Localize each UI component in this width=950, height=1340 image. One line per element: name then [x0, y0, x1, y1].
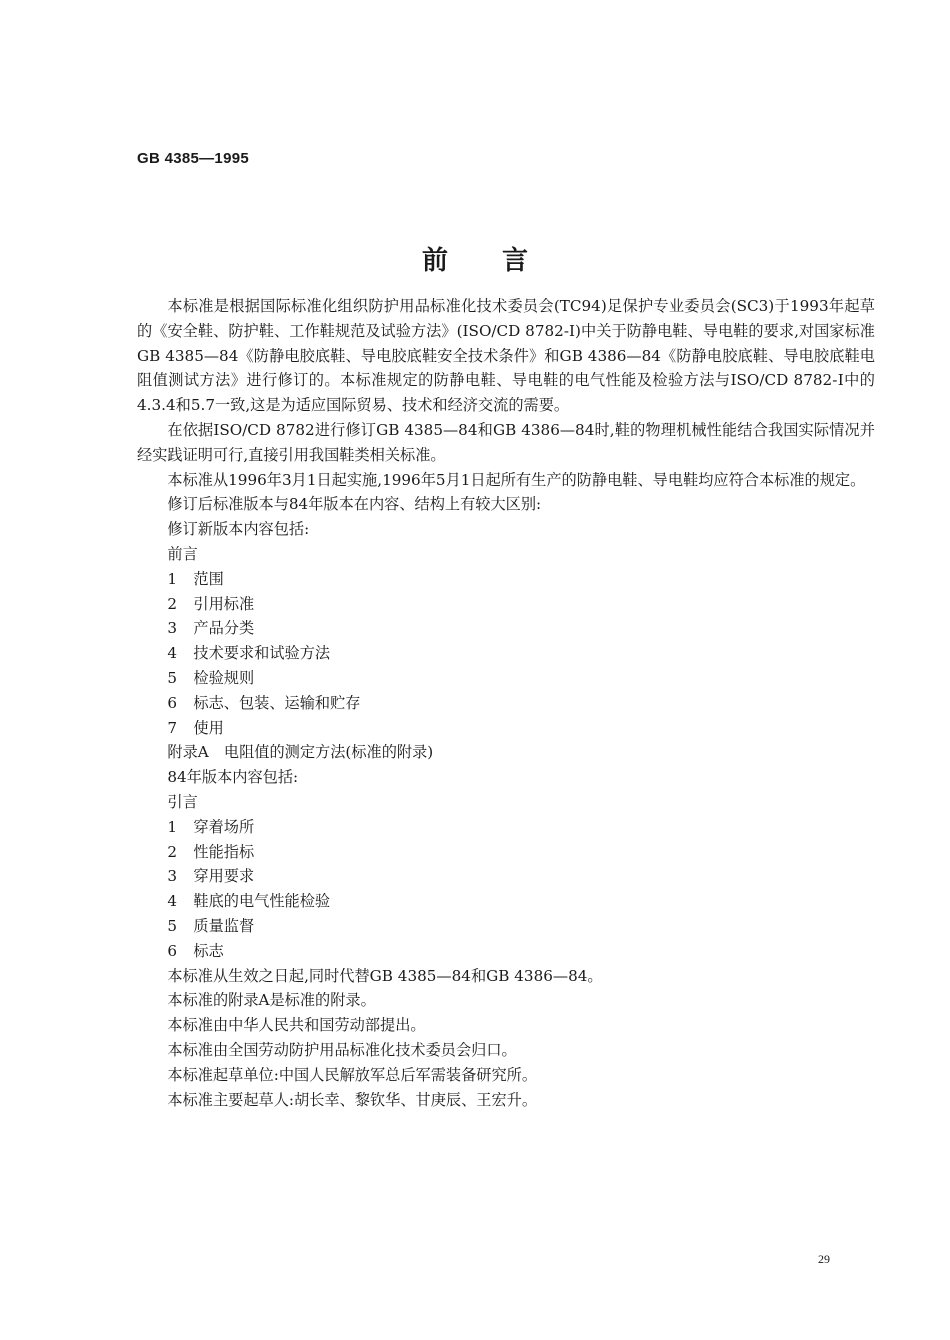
page-number: 29 — [818, 1252, 830, 1266]
list-item — [137, 666, 875, 691]
closing-drafters: 本标准主要起草人:胡长幸、黎钦华、甘庚辰、王宏升。 — [167, 1090, 538, 1109]
closing-replacement: 本标准从生效之日起,同时代替GB 4385—84和GB 4386—84。 — [167, 966, 603, 985]
new-version-foreword: 前言 — [167, 544, 198, 563]
item-number: 4 — [167, 892, 178, 911]
item-text: 标志、包装、运输和贮存 — [193, 693, 361, 712]
standard-code: GB 4385—1995 — [137, 150, 250, 167]
list-item — [137, 691, 875, 716]
item-number: 6 — [167, 941, 178, 960]
new-version-list — [137, 567, 875, 741]
item-number: 4 — [167, 644, 178, 663]
item-text: 范围 — [193, 569, 224, 588]
item-text: 使用 — [193, 718, 224, 737]
list-item — [137, 864, 875, 889]
item-text: 检验规则 — [193, 668, 255, 687]
item-text: 引用标准 — [193, 594, 255, 613]
list-item — [137, 567, 875, 592]
item-text: 标志 — [193, 941, 224, 960]
old-version-label: 84年版本内容包括: — [167, 768, 299, 787]
closing-appendix-note: 本标准的附录A是标准的附录。 — [167, 991, 376, 1010]
revision-intro: 修订后标准版本与84年版本在内容、结构上有较大区别: — [167, 495, 542, 514]
list-item — [137, 939, 875, 964]
new-version-label: 修订新版本内容包括: — [167, 520, 310, 539]
paragraph-revision-basis: 在依据ISO/CD 8782进行修订GB 4385—84和GB 4386—84时,鞋的物理机械性能结合我国实际情况并经实践证明可行,直接引用我国鞋类相关标准。 — [137, 420, 875, 464]
list-item — [137, 914, 875, 939]
item-number: 6 — [167, 693, 178, 712]
item-text: 质量监督 — [193, 916, 255, 935]
item-number: 1 — [167, 569, 178, 588]
paragraph-implementation: 本标准从1996年3月1日起实施,1996年5月1日起所有生产的防静电鞋、导电鞋均应符合本标准的规定。 — [167, 470, 866, 489]
closing-proposer: 本标准由中华人民共和国劳动部提出。 — [167, 1016, 426, 1035]
page-title: 前言 — [421, 246, 582, 276]
item-text: 穿着场所 — [193, 817, 255, 836]
item-number: 5 — [167, 916, 178, 935]
item-text: 产品分类 — [193, 619, 255, 638]
item-number: 3 — [167, 619, 178, 638]
item-text: 鞋底的电气性能检验 — [193, 892, 331, 911]
item-number: 2 — [167, 842, 178, 861]
list-item — [137, 616, 875, 641]
closing-committee: 本标准由全国劳动防护用品标准化技术委员会归口。 — [167, 1040, 517, 1059]
list-item — [137, 815, 875, 840]
item-number: 1 — [167, 817, 178, 836]
list-item — [137, 592, 875, 617]
item-number: 5 — [167, 668, 178, 687]
closing-drafting-unit: 本标准起草单位:中国人民解放军总后军需装备研究所。 — [167, 1065, 538, 1084]
list-item — [137, 716, 875, 741]
item-number: 7 — [167, 718, 178, 737]
item-text: 穿用要求 — [193, 867, 255, 886]
item-number: 2 — [167, 594, 178, 613]
old-version-intro: 引言 — [167, 792, 198, 811]
list-item — [137, 889, 875, 914]
item-text: 技术要求和试验方法 — [193, 644, 331, 663]
paragraph-basis: 本标准是根据国际标准化组织防护用品标准化技术委员会(TC94)足保护专业委员会(SC3)于1993年起草的《安全鞋、防护鞋、工作鞋规范及试验方法》(ISO/CD 8782-Ⅰ)中关于防静电鞋、导电鞋的要求,对国家标准GB 4385—84《防静电胶底鞋、导电胶底鞋安全技术条件》和GB 4386—84《防静电胶底鞋、导电胶底鞋电阻值测试方法》进行修订的。本标准规定的防静电鞋、导电鞋的电气性能及检验方法与ISO/CD 8782-Ⅰ中的4.3.4和5.7一致,这是为适应国际贸易、技术和经济交流的需要。 — [137, 297, 875, 415]
item-number: 3 — [167, 867, 178, 886]
new-version-appendix: 附录A 电阻值的测定方法(标准的附录) — [167, 743, 434, 762]
old-version-list — [137, 815, 875, 964]
list-item — [137, 840, 875, 865]
document-body — [137, 294, 875, 1112]
list-item — [137, 641, 875, 666]
item-text: 性能指标 — [193, 842, 255, 861]
